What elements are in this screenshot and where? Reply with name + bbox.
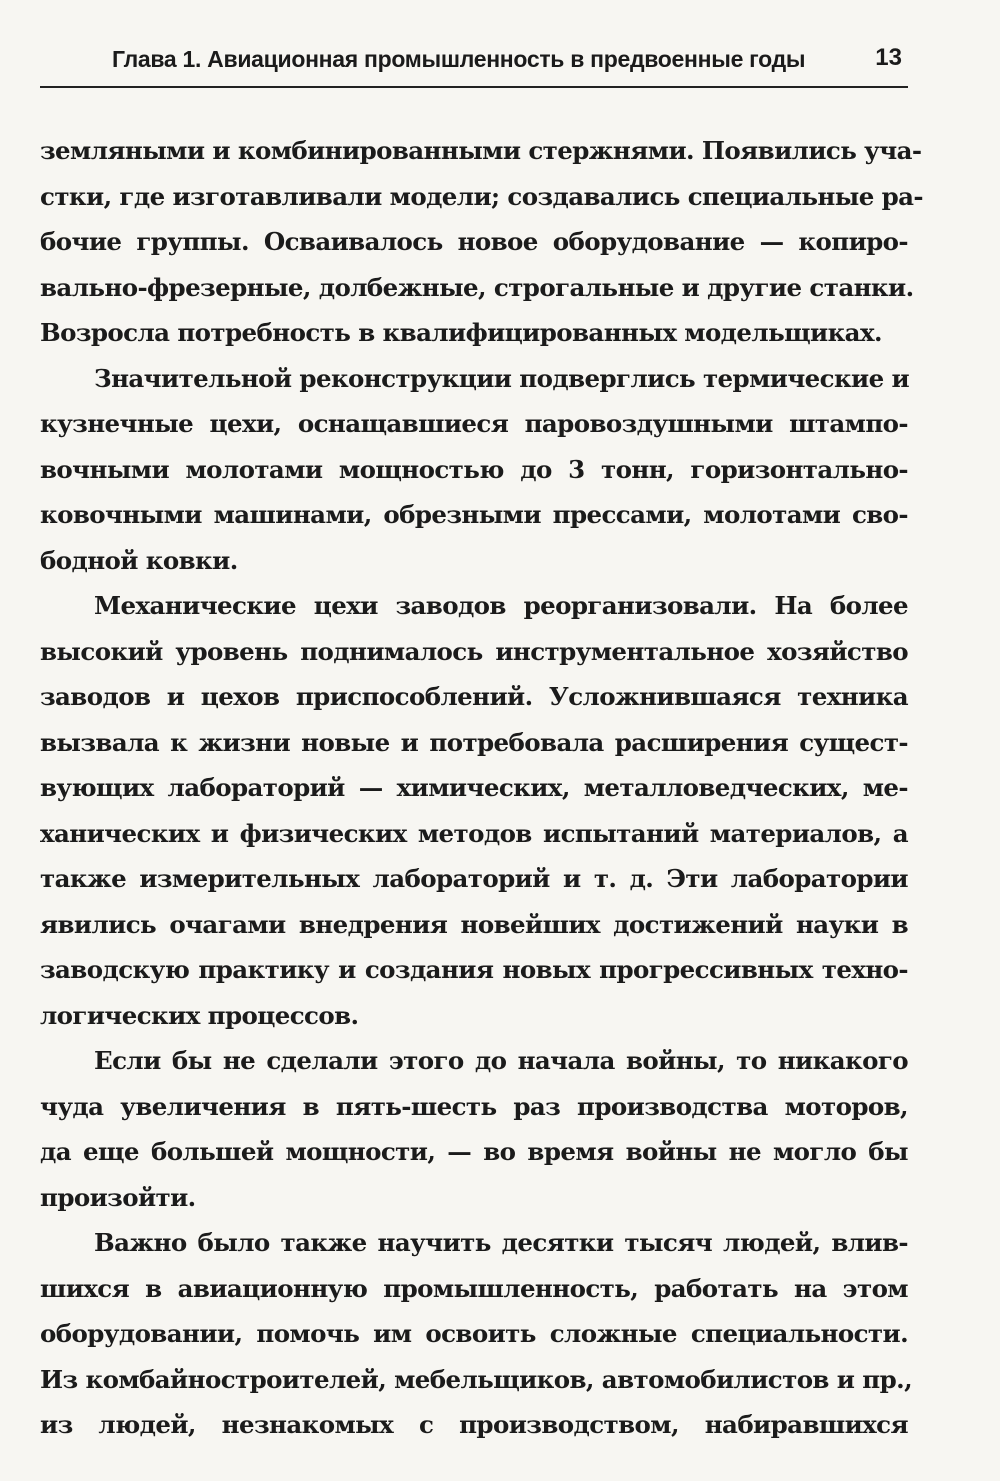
text-line: Если бы не сделали этого до начала войны, то никакого (94, 1046, 908, 1075)
text-line: земляными и комбинированными стержнями. Появились уча- (40, 136, 922, 165)
text-line: вочными молотами мощностью до 3 тонн, горизонтально- (40, 454, 908, 484)
text-line: логических процессов. (40, 1000, 359, 1030)
text-line: Важно было также научить десятки тысяч людей, влив- (94, 1228, 908, 1257)
text-line: также измерительных лабораторий и т. д. Эти лаборатории (40, 864, 908, 893)
text-line: вально-фрезерные, долбежные, строгальные и другие станки. (40, 272, 914, 302)
text-line: заводскую практику и создания новых прогрессивных техно- (40, 955, 908, 984)
text-line: вызвала к жизни новые и потребовала расширения сущест- (40, 727, 908, 757)
paragraph-1 (40, 128, 923, 356)
text-line: кузнечные цехи, оснащавшиеся паровоздушными штампо- (40, 409, 908, 438)
text-line: высокий уровень поднималось инструментальное хозяйство (40, 636, 908, 666)
text-line: произойти. (40, 1182, 196, 1212)
text-line: Механические цехи заводов реорганизовали. На более (94, 591, 908, 620)
text-line: оборудовании, помочь им освоить сложные специальности. (40, 1319, 908, 1348)
body-text (40, 128, 923, 1448)
text-line: да еще большей мощности, — во время войны не могло бы (40, 1137, 908, 1166)
text-line: бодной ковки. (40, 545, 238, 575)
text-line: ковочными машинами, обрезными прессами, молотами сво- (40, 500, 908, 529)
text-line: Значительной реконструкции подверглись термические и (94, 363, 910, 393)
text-line: вующих лабораторий — химических, металловедческих, ме- (40, 773, 908, 802)
text-line: стки, где изготавливали модели; создавались специальные ра- (40, 181, 923, 211)
page-number: 13 (875, 44, 902, 71)
text-line: явились очагами внедрения новейших достижений науки в (40, 909, 908, 939)
text-line: Возросла потребность в квалифицированных модельщиках. (40, 318, 882, 347)
paragraph-3 (40, 583, 908, 1038)
paragraph-5 (40, 1220, 913, 1448)
text-line: заводов и цехов приспособлений. Усложнившаяся техника (40, 682, 908, 711)
running-header (40, 38, 908, 88)
text-line: из людей, незнакомых с производством, набиравшихся (40, 1410, 908, 1439)
text-line: бочие группы. Осваивалось новое оборудование — копиро- (40, 227, 908, 256)
text-line: шихся в авиационную промышленность, работать на этом (40, 1273, 908, 1303)
text-line: Из комбайностроителей, мебельщиков, автомобилистов и пр., (40, 1364, 913, 1394)
paragraph-2 (40, 356, 908, 584)
running-title: Глава 1. Авиационная промышленность в предвоенные годы (112, 46, 806, 72)
text-line: чуда увеличения в пять-шесть раз производства моторов, (40, 1091, 908, 1121)
text-line: ханических и физических методов испытаний материалов, а (40, 818, 908, 848)
paragraph-4 (40, 1038, 908, 1220)
